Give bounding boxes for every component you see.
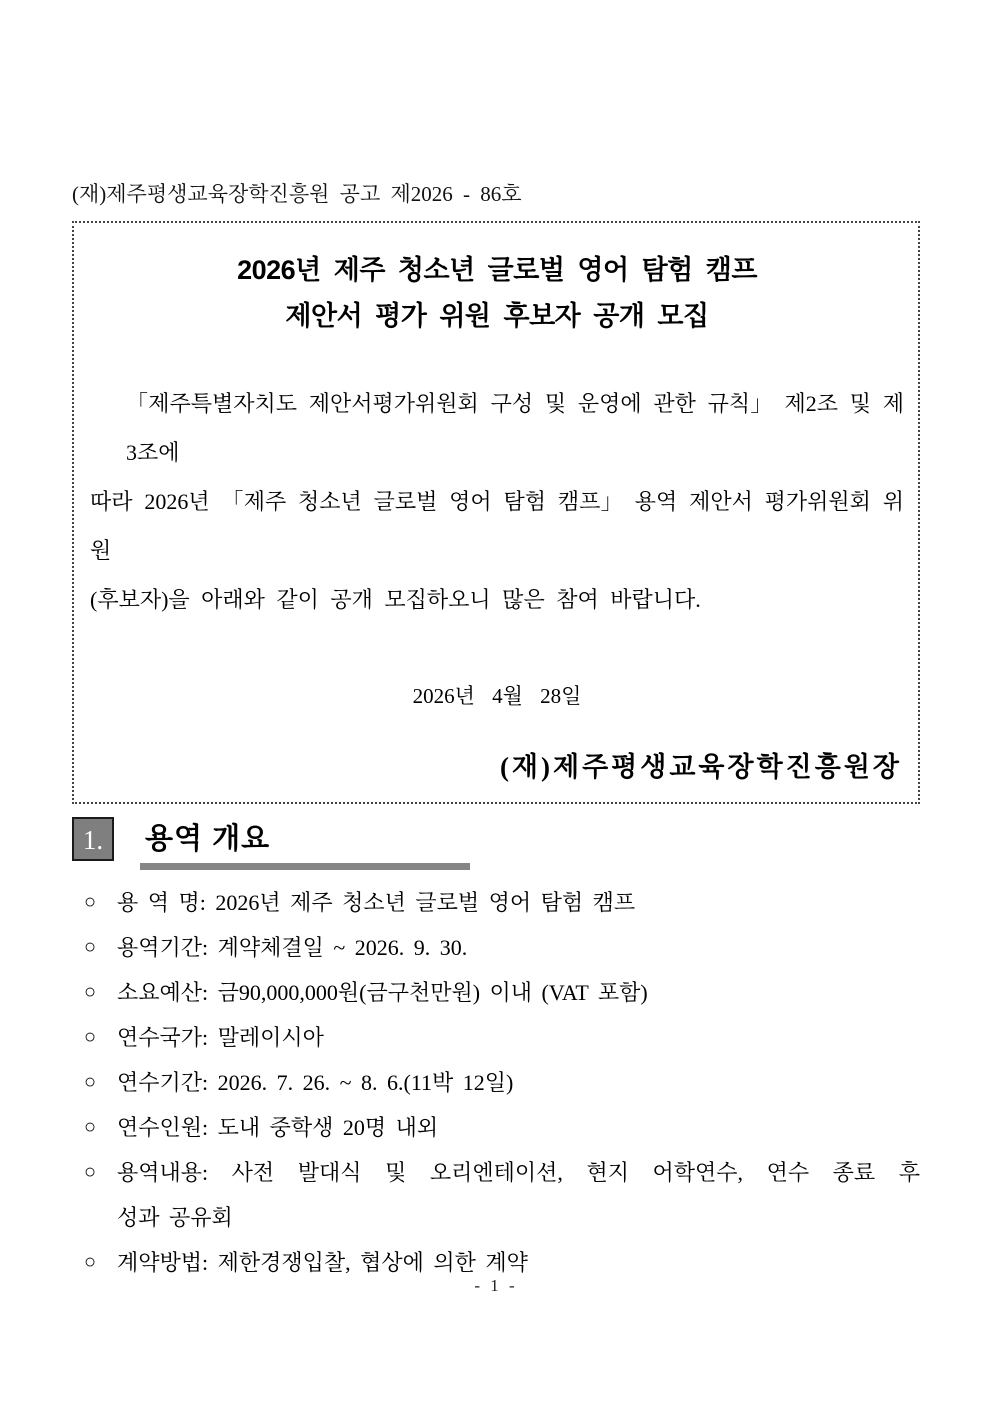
circle-bullet: ○ (84, 981, 97, 1003)
list-item-text: 연수인원: 도내 중학생 20명 내외 (117, 1115, 439, 1140)
list-item (84, 925, 920, 970)
page-number: - 1 - (474, 1276, 518, 1295)
circle-bullet: ○ (84, 1251, 97, 1273)
service-overview-list (84, 880, 920, 1285)
section-title-wrap (140, 819, 470, 870)
notice-title (90, 247, 904, 339)
body-line: (후보자)을 아래와 같이 공개 모집하오니 많은 참여 바랍니다. (90, 587, 701, 612)
notice-box (72, 221, 920, 804)
list-item (84, 1060, 920, 1105)
section-number-badge: 1. (72, 817, 114, 861)
list-item-text: 성과 공유회 (117, 1205, 233, 1230)
list-item-text: 연수기간: 2026. 7. 26. ~ 8. 6.(11박 12일) (117, 1070, 514, 1095)
circle-bullet: ○ (84, 1071, 97, 1093)
notice-signature: (재)제주평생교육장학진흥원장 (499, 752, 902, 782)
list-item-text: 용역기간: 계약체결일 ~ 2026. 9. 30. (117, 935, 468, 960)
list-item (84, 880, 920, 925)
list-item-text: 용 역 명: 2026년 제주 청소년 글로벌 영어 탐험 캠프 (117, 890, 636, 915)
notice-date: 2026년 4월 28일 (412, 684, 582, 708)
body-line: 따라 2026년 「제주 청소년 글로벌 영어 탐험 캠프」 용역 제안서 평가위원회 위원 (90, 489, 904, 563)
circle-bullet: ○ (84, 1116, 97, 1138)
list-item-text: 소요예산: 금90,000,000원(금구천만원) 이내 (VAT 포함) (117, 980, 648, 1005)
notice-title-line2: 제안서 평가 위원 후보자 공개 모집 (285, 301, 709, 331)
notice-body (90, 379, 904, 624)
section1-header (72, 817, 920, 870)
list-item-text: 용역내용: 사전 발대식 및 오리엔테이션, 현지 어학연수, 연수 종료 후 (117, 1160, 920, 1185)
body-line: 「제주특별자치도 제안서평가위원회 구성 및 운영에 관한 규칙」 제2조 및 제3조에 (126, 391, 904, 465)
circle-bullet: ○ (84, 936, 97, 958)
circle-bullet: ○ (84, 891, 97, 913)
list-item (84, 1150, 920, 1195)
section-title: 용역 개요 (145, 823, 271, 855)
list-item (84, 970, 920, 1015)
circle-bullet: ○ (84, 1161, 97, 1183)
list-item (84, 1105, 920, 1150)
list-item-text: 연수국가: 말레이시아 (117, 1025, 324, 1050)
circle-bullet: ○ (84, 1026, 97, 1048)
list-item-text: 계약방법: 제한경쟁입찰, 협상에 의한 계약 (117, 1250, 528, 1275)
notice-title-line1: 2026년 제주 청소년 글로벌 영어 탐험 캠프 (237, 255, 757, 285)
list-item (84, 1015, 920, 1060)
section-title-underline (140, 863, 470, 870)
list-item-continuation (84, 1195, 920, 1240)
doc-number: (재)제주평생교육장학진흥원 공고 제2026 - 86호 (72, 182, 522, 206)
